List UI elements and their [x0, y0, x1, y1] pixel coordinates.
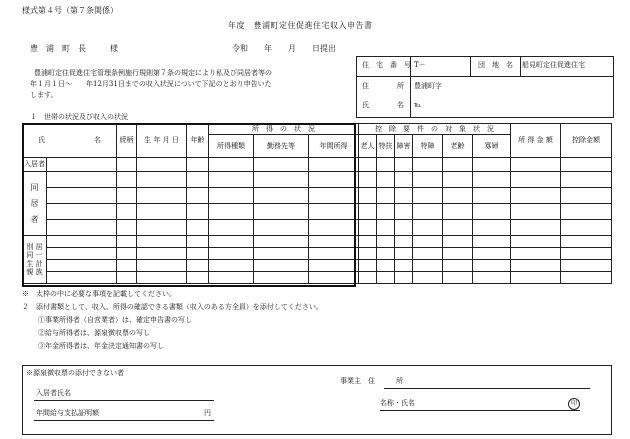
table-cell[interactable]	[209, 272, 254, 284]
header-widow: 寡婦	[473, 135, 511, 158]
table-cell[interactable]	[137, 172, 187, 188]
table-cell[interactable]	[309, 158, 359, 172]
table-cell[interactable]	[254, 158, 309, 172]
table-cell[interactable]	[377, 272, 395, 284]
table-cell[interactable]	[561, 188, 612, 204]
header-elderly: 老人	[359, 135, 377, 158]
header-income-group: 所 得 の 状 況	[209, 124, 359, 135]
table-cell[interactable]	[511, 188, 561, 204]
table-cell[interactable]	[187, 188, 209, 204]
name-label: 氏 名	[362, 101, 404, 109]
table-cell[interactable]	[473, 248, 511, 260]
table-cell[interactable]	[254, 188, 309, 204]
table-cell[interactable]	[309, 260, 359, 272]
header-annual-income: 年間所得	[309, 135, 359, 158]
table-cell[interactable]	[395, 158, 413, 172]
table-cell[interactable]	[309, 172, 359, 188]
table-cell[interactable]	[395, 172, 413, 188]
table-cell[interactable]	[254, 172, 309, 188]
row-label-cohabitant: 同 居 者	[23, 172, 47, 236]
table-cell[interactable]	[47, 188, 117, 204]
resident-name-label: 入居者氏名	[36, 389, 71, 397]
intro-line-3: します。	[30, 91, 58, 99]
table-cell[interactable]	[511, 272, 561, 284]
table-cell[interactable]	[117, 172, 137, 188]
header-birthdate: 生 年 月 日	[137, 124, 187, 158]
table-cell[interactable]	[209, 248, 254, 260]
table-cell[interactable]	[443, 158, 473, 172]
table-cell[interactable]	[473, 272, 511, 284]
note-1: ※ 太枠の中に必要な事項を記載してください。	[22, 290, 176, 298]
table-cell[interactable]	[137, 272, 187, 284]
table-cell[interactable]	[413, 158, 443, 172]
address-label: 住 所	[362, 82, 404, 90]
table-cell[interactable]	[359, 220, 377, 236]
table-cell[interactable]	[561, 220, 612, 236]
table-cell[interactable]	[413, 188, 443, 204]
table-cell[interactable]	[359, 272, 377, 284]
intro-line-1: 豊浦町定住促進住宅管理条例施行規則第７条の規定により私及び同居者等の	[34, 69, 272, 77]
table-cell[interactable]	[413, 172, 443, 188]
table-cell[interactable]	[413, 220, 443, 236]
table-cell[interactable]	[117, 188, 137, 204]
table-cell[interactable]	[137, 248, 187, 260]
form-number: 様式第４号（第７条関係）	[22, 6, 118, 15]
table-cell[interactable]	[47, 204, 117, 220]
table-cell[interactable]	[209, 236, 254, 248]
table-cell[interactable]	[137, 204, 187, 220]
table-cell[interactable]	[47, 248, 117, 260]
table-cell[interactable]	[561, 236, 612, 248]
table-cell[interactable]	[117, 204, 137, 220]
phone-field[interactable]: ℡	[414, 101, 422, 109]
table-cell[interactable]	[395, 204, 413, 220]
table-cell[interactable]	[309, 272, 359, 284]
table-cell[interactable]	[377, 260, 395, 272]
table-cell[interactable]	[117, 236, 137, 248]
table-cell[interactable]	[137, 220, 187, 236]
table-cell[interactable]	[473, 188, 511, 204]
table-cell[interactable]	[47, 158, 117, 172]
section-title: １ 世帯の状況及び収入の状況	[30, 113, 128, 121]
table-cell[interactable]	[137, 236, 187, 248]
table-cell[interactable]	[377, 220, 395, 236]
table-cell[interactable]	[395, 188, 413, 204]
table-cell[interactable]	[443, 272, 473, 284]
addressee: 豊 浦 町 長 様	[30, 44, 118, 53]
table-cell[interactable]	[377, 158, 395, 172]
table-cell[interactable]	[187, 248, 209, 260]
salary-amount-line[interactable]	[34, 420, 214, 421]
table-cell[interactable]	[209, 220, 254, 236]
form-title: 年度 豊浦町定住促進住宅収入申告書	[228, 21, 373, 30]
table-cell[interactable]	[309, 188, 359, 204]
header-relation: 続柄	[117, 124, 137, 158]
seal-mark: 印	[568, 398, 580, 410]
header-workplace: 勤務先等	[254, 135, 309, 158]
table-cell[interactable]	[561, 172, 612, 188]
header-disabled: 障害	[395, 135, 413, 158]
header-elderly-widow: 老齢	[443, 135, 473, 158]
table-cell[interactable]	[359, 188, 377, 204]
table-cell[interactable]	[47, 236, 117, 248]
table-cell[interactable]	[254, 248, 309, 260]
table-cell[interactable]	[117, 248, 137, 260]
table-cell[interactable]	[395, 272, 413, 284]
row-label-separate-relatives: 別 居 同 一 生 計 親 族	[23, 236, 47, 284]
header-dependent: 特扶	[377, 135, 395, 158]
house-number-label: 住 宅 番 号	[362, 61, 411, 69]
table-cell[interactable]	[473, 220, 511, 236]
table-cell[interactable]	[561, 272, 612, 284]
table-cell[interactable]	[309, 248, 359, 260]
employer-address-line[interactable]	[384, 388, 590, 389]
table-cell[interactable]	[359, 260, 377, 272]
table-cell[interactable]	[137, 260, 187, 272]
employer-name-line[interactable]	[380, 410, 580, 411]
header-income-type: 所得種類	[209, 135, 254, 158]
note-2: ２ 添付書類として、収入、所得の確認できる書類（収入のある方全員）を添付してください。	[22, 303, 323, 311]
table-cell[interactable]	[395, 248, 413, 260]
table-cell[interactable]	[443, 236, 473, 248]
table-cell[interactable]	[377, 236, 395, 248]
table-cell[interactable]	[47, 172, 117, 188]
table-cell[interactable]	[377, 188, 395, 204]
table-cell[interactable]	[561, 158, 612, 172]
table-cell[interactable]	[117, 158, 137, 172]
table-cell[interactable]	[309, 204, 359, 220]
table-cell[interactable]	[359, 172, 377, 188]
table-cell[interactable]	[413, 260, 443, 272]
table-cell[interactable]	[395, 220, 413, 236]
table-cell[interactable]	[561, 260, 612, 272]
table-cell[interactable]	[254, 260, 309, 272]
table-cell[interactable]	[209, 204, 254, 220]
table-cell[interactable]	[473, 236, 511, 248]
resident-name-line[interactable]	[34, 400, 214, 401]
table-cell[interactable]	[443, 172, 473, 188]
table-cell[interactable]	[443, 188, 473, 204]
table-cell[interactable]	[377, 172, 395, 188]
table-cell[interactable]	[187, 272, 209, 284]
table-cell[interactable]	[511, 260, 561, 272]
table-cell[interactable]	[254, 272, 309, 284]
table-cell[interactable]	[511, 236, 561, 248]
address-field[interactable]: 豊浦町字	[414, 82, 442, 90]
intro-line-2: 年１月１日～ 年12月31日までの収入状況について下記のとおり申告いた	[30, 80, 272, 88]
table-cell[interactable]	[117, 260, 137, 272]
table-cell[interactable]	[443, 248, 473, 260]
table-cell[interactable]	[359, 158, 377, 172]
table-cell[interactable]	[473, 172, 511, 188]
table-cell[interactable]	[47, 272, 117, 284]
table-cell[interactable]	[137, 158, 187, 172]
table-cell[interactable]	[413, 272, 443, 284]
submission-date: 令和 年 月 日提出	[232, 44, 336, 53]
table-cell[interactable]	[187, 204, 209, 220]
table-cell[interactable]	[254, 204, 309, 220]
table-cell[interactable]	[117, 220, 137, 236]
table-cell[interactable]	[187, 172, 209, 188]
table-cell[interactable]	[209, 188, 254, 204]
complex-field[interactable]: 船見町定住促進住宅	[522, 61, 585, 69]
table-cell[interactable]	[209, 172, 254, 188]
table-cell[interactable]	[117, 272, 137, 284]
table-cell[interactable]	[511, 158, 561, 172]
household-income-table	[22, 123, 612, 284]
table-cell[interactable]	[377, 204, 395, 220]
table-cell[interactable]	[187, 158, 209, 172]
table-cell[interactable]	[561, 248, 612, 260]
note-item-3: ③年金所得者は、年金決定通知書の写し	[38, 342, 164, 350]
table-cell[interactable]	[413, 204, 443, 220]
table-cell[interactable]	[473, 260, 511, 272]
table-cell[interactable]	[443, 204, 473, 220]
table-cell[interactable]	[511, 220, 561, 236]
employer-address-label: 事業主 住 所	[340, 377, 403, 385]
table-cell[interactable]	[254, 220, 309, 236]
note-item-2: ②給与所得者は、源泉徴収票の写し	[38, 329, 150, 337]
table-cell[interactable]	[187, 220, 209, 236]
row-label-resident: 入居者	[23, 158, 47, 172]
table-cell[interactable]	[137, 188, 187, 204]
salary-certificate-label: 年間給与支払証明額	[36, 409, 99, 417]
complex-label: 団 地 名	[478, 61, 513, 69]
table-cell[interactable]	[561, 204, 612, 220]
table-cell[interactable]	[511, 248, 561, 260]
table-cell[interactable]	[359, 236, 377, 248]
table-cell[interactable]	[359, 248, 377, 260]
table-cell[interactable]	[443, 260, 473, 272]
table-cell[interactable]	[309, 220, 359, 236]
employer-name-label: 名称・氏名	[380, 399, 415, 407]
table-cell[interactable]	[209, 260, 254, 272]
table-cell[interactable]	[443, 220, 473, 236]
header-name: 氏 名	[23, 124, 117, 158]
table-cell[interactable]	[187, 236, 209, 248]
table-cell[interactable]	[413, 236, 443, 248]
table-cell[interactable]	[511, 204, 561, 220]
table-cell[interactable]	[187, 260, 209, 272]
table-cell[interactable]	[309, 236, 359, 248]
header-income-amount: 所 得 金 額	[511, 124, 561, 158]
table-cell[interactable]	[395, 260, 413, 272]
table-cell[interactable]	[413, 248, 443, 260]
note-item-1: ①事業所得者（自営業者）は、確定申告書の写し	[38, 316, 192, 324]
table-cell[interactable]	[473, 204, 511, 220]
table-cell[interactable]	[511, 172, 561, 188]
no-withholding-heading: ※源泉徴収票の添付できない者	[26, 369, 124, 377]
table-cell[interactable]	[359, 204, 377, 220]
table-cell[interactable]	[47, 220, 117, 236]
table-cell[interactable]	[395, 236, 413, 248]
header-deduction-amount: 控除金額	[561, 124, 612, 158]
house-number-field[interactable]: T－	[414, 61, 426, 69]
table-cell[interactable]	[473, 158, 511, 172]
table-cell[interactable]	[377, 248, 395, 260]
header-age: 年齢	[187, 124, 209, 158]
yen-unit: 円	[204, 409, 211, 417]
header-deduction-group: 控 除 要 件 の 対 象 状 況	[359, 124, 511, 135]
table-cell[interactable]	[254, 236, 309, 248]
table-cell[interactable]	[209, 158, 254, 172]
header-special-disabled: 特障	[413, 135, 443, 158]
table-cell[interactable]	[47, 260, 117, 272]
